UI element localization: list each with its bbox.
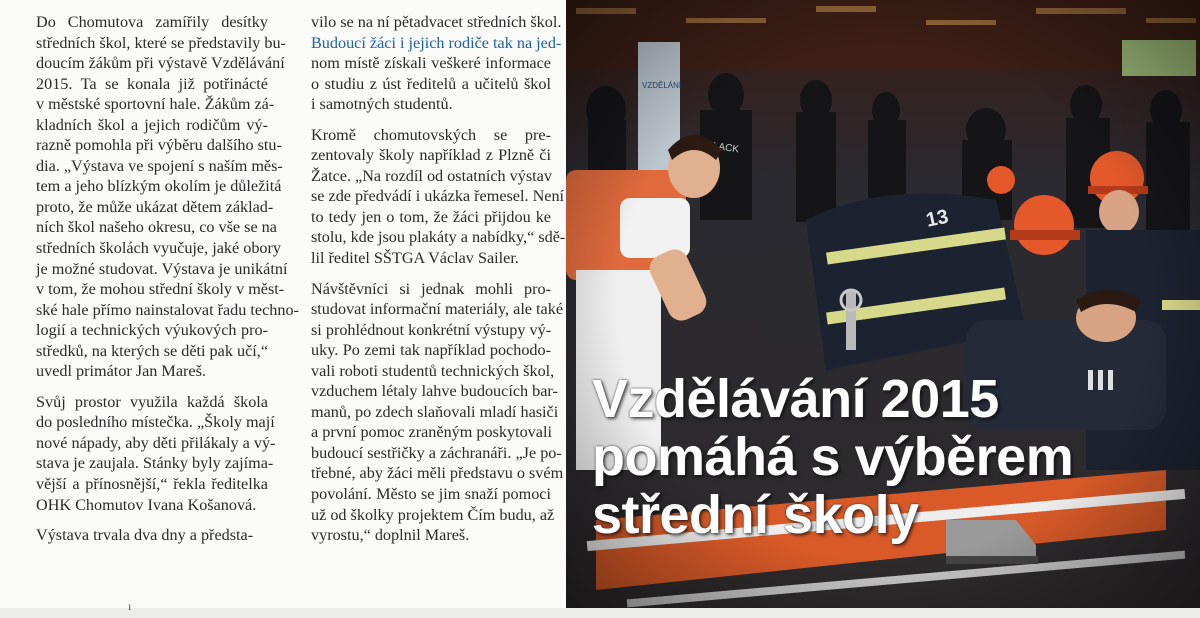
text-line: Svůj prostor využila každá škola — [36, 392, 268, 411]
text-line: kladních škol a jejich rodičům vý- — [36, 115, 268, 134]
scan-edge — [0, 608, 1200, 618]
text-line: Žatce. „Na rozdíl od ostatních výstav — [311, 166, 552, 185]
headline-line-3: střední školy — [592, 485, 919, 545]
text-line: vější a přínosnější,“ řekla ředitelka — [36, 475, 268, 494]
text-line: proto, že může ukázat dětem základ- — [36, 197, 274, 216]
text-line: je možné studovat. Výstava je unikátní — [36, 259, 288, 278]
text-line: v tom, že mohou střední školy v měst- — [36, 280, 285, 299]
text-line: OHK Chomutov Ivana Košanová. — [36, 495, 257, 514]
text-line: se zde předvádí i ukázka řemesel. Není — [311, 187, 565, 206]
text-line: stava je zaujala. Stánky byly zajíma- — [36, 454, 274, 473]
text-line: v městské sportovní hale. Žákům zá- — [36, 95, 275, 114]
article-column-1 — [14, 12, 299, 546]
text-line: i samotných studentů. — [311, 95, 453, 114]
text-line: vzduchem létaly lahve budoucích bar- — [311, 382, 558, 401]
text-line: nom místě získali veškeré informace — [311, 54, 551, 73]
text-line: Výstava trvala dva dny a předsta- — [36, 526, 254, 545]
text-line: Návštěvníci si jednak mohli pro- — [311, 279, 551, 298]
text-line: manů, po zdech slaňovali mladí hasiči — [311, 402, 559, 421]
stray-mark: ı — [128, 599, 132, 613]
text-line: lil ředitel SŠTGA Václav Sailer. — [311, 249, 519, 268]
text-line: vali roboti studentů technických škol, — [311, 361, 555, 380]
text-line: to tedy jen o tom, že žáci přijdou ke — [311, 207, 551, 226]
text-line: doucím žákům při výstavě Vzdělávání — [36, 54, 285, 73]
text-line: tem a jeho blízkým okolím je důležitá — [36, 177, 282, 196]
column2-paragraph — [289, 12, 562, 115]
text-line: středních školách vyučuje, jaké obory — [36, 239, 281, 258]
text-line: razně pomohla při výběru dalšího stu- — [36, 136, 282, 155]
text-line: vilo se na ní pětadvacet středních škol. — [311, 13, 562, 31]
text-line: studovat informační materiály, ale také — [311, 300, 564, 319]
column1-paragraph — [14, 392, 276, 515]
headline-line-2: pomáhá s výběrem — [592, 427, 1074, 487]
headline-line-1: Vzdělávání 2015 — [592, 369, 999, 429]
text-line: 2015. Ta se konala již potřinácté — [36, 74, 268, 93]
column1-paragraph — [14, 525, 268, 546]
column2-paragraph — [289, 279, 564, 546]
article-column-2 — [289, 12, 566, 546]
text-line: povolání. Město se jim snaží pomoci — [311, 485, 551, 504]
text-line: nové nápady, aby děti přilákaly a vý- — [36, 433, 276, 452]
text-line: už od školky projektem Čím budu, až — [311, 505, 555, 524]
text-line: o studiu z úst ředitelů a učitelů škol — [311, 74, 551, 93]
text-line: a první pomoc zraněným poskytovali — [311, 423, 552, 442]
column1-paragraph — [14, 12, 299, 382]
text-line: Kromě chomutovských se pre- — [311, 125, 551, 144]
text-line: logií a technických výukových pro- — [36, 321, 268, 340]
text-line: do posledního místečka. „Školy mají — [36, 413, 275, 432]
text-line: dia. „Výstava ve spojení s naším měs- — [36, 156, 283, 175]
text-line: ních škol našeho okresu, co vše se na — [36, 218, 277, 237]
article-headline — [592, 370, 1192, 544]
text-line: středků, na kterých se děti pak učí,“ — [36, 341, 268, 360]
text-line: Budoucí žáci i jejich rodiče tak na jed- — [311, 33, 562, 52]
text-line: stolu, kde jsou plakáty a nabídky,“ sdě- — [311, 228, 566, 247]
text-line: středních škol, které se představily bu- — [36, 33, 286, 52]
text-line: třebné, aby žáci měli představu o svém — [311, 464, 564, 483]
column2-paragraph — [289, 125, 566, 269]
text-line: budoucí sestřičky a záchranáři. „Je po- — [311, 443, 562, 462]
text-line: zentovaly školy například z Plzně či — [311, 146, 551, 165]
text-line: vyrostu,“ doplnil Mareš. — [311, 526, 470, 545]
text-line: uky. Po zemi tak například pochodo- — [311, 341, 551, 360]
text-line: uvedl primátor Jan Mareš. — [36, 362, 206, 381]
text-line: si prohlédnout konkrétní výstupy vý- — [311, 320, 552, 339]
text-line: Do Chomutova zamířily desítky — [36, 13, 268, 31]
text-line: ské hale přímo nainstalovat řadu techno- — [36, 300, 299, 319]
